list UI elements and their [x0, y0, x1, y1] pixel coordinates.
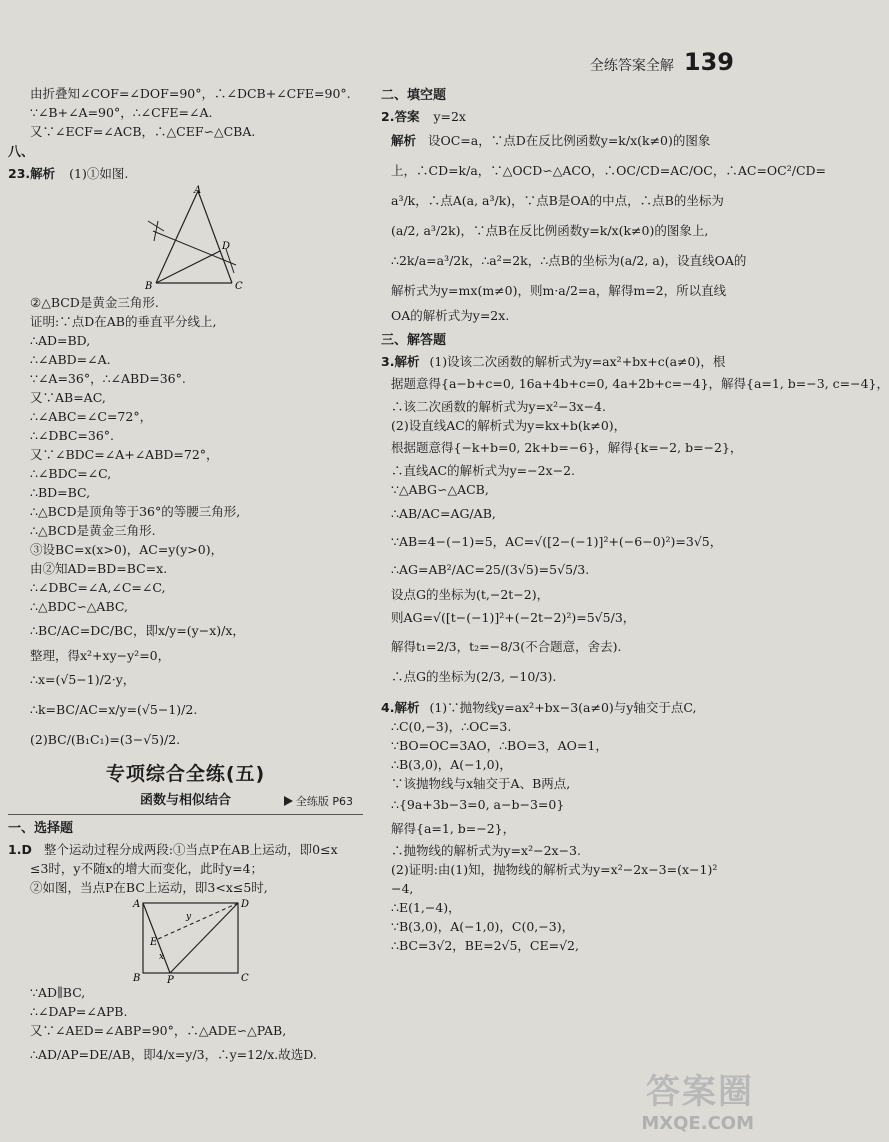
section-sub-title: 函数与相似结合 [139, 793, 231, 808]
text-line: ②如图，当点P在BC上运动，即3<x≤5时, [30, 880, 268, 895]
text-line: 又∵∠AED=∠ABP=90°，∴△ADE∽△PAB, [30, 1023, 287, 1038]
watermark [641, 1064, 754, 1134]
text-line: 解得{a=1, b=−2}， [391, 821, 516, 836]
label-d: D [222, 241, 231, 252]
label-y: y [186, 912, 192, 922]
text-line: ∴∠DAP=∠APB. [30, 1004, 128, 1019]
text-line: ②△BCD是黄金三角形. [30, 295, 159, 310]
rectangle-figure [8, 897, 363, 986]
section-heading: 三、解答题 [381, 333, 447, 348]
section-heading: 八、 [8, 145, 35, 160]
reference-note [284, 792, 353, 811]
reference-text: 全练版 P63 [295, 795, 353, 808]
text-line: 由折叠知∠COF=∠DOF=90°，∴∠DCB+∠CFE=90°. [30, 86, 351, 101]
text-line: 证明:∵点D在AB的垂直平分线上, [30, 314, 217, 329]
text-line: ∴BD=BC, [30, 485, 91, 500]
label-d: D [241, 899, 250, 910]
text-line: ∴AG=AB²/AC=25/(3√5)=5√5/3. [391, 562, 590, 577]
text-line: 则AG=√([t−(−1)]²+(−2t−2)²)=5√5/3， [391, 610, 636, 625]
text-line: ∴该二次函数的解析式为y=x²−3x−4. [391, 399, 606, 414]
page-number: 139 [683, 48, 734, 76]
text-line: a³/k，∴点A(a, a³/k)，∵点B是OA的中点，∴点B的坐标为 [391, 193, 724, 208]
label-b: B [133, 973, 141, 984]
label-p: P [167, 975, 174, 986]
triangle-figure [8, 183, 363, 293]
text-line: ∴∠DBC=∠A,∠C=∠C, [30, 580, 166, 595]
text-line: (2)BC/(B₁C₁)=(3−√5)/2. [30, 732, 181, 747]
text-line: ≤3时，y不随x的增大而变化，此时y=4； [30, 861, 264, 876]
text-line: ∴∠BDC=∠C, [30, 466, 112, 481]
text-line: ∴B(3,0)，A(−1,0)， [391, 757, 512, 772]
text-line: (1)①如图. [69, 166, 129, 181]
divider [8, 814, 363, 815]
text-line: ∵AD∥BC, [30, 985, 86, 1000]
right-column [381, 84, 889, 955]
text-line: OA的解析式为y=2x. [391, 308, 510, 323]
label-c: C [235, 281, 243, 292]
label-b: B [145, 281, 153, 292]
text-line: ∴△BDC∽△ABC, [30, 599, 128, 614]
text-line: ∴x=(√5−1)/2·y， [30, 672, 136, 687]
text-line: ∴点G的坐标为(2/3, −10/3). [391, 669, 557, 684]
text-line: ∴∠ABD=∠A. [30, 352, 111, 367]
watermark-url: MXQE.COM [641, 1113, 754, 1134]
text-line: ∴△BCD是顶角等于36°的等腰三角形, [30, 504, 241, 519]
text-line: 据题意得{a−b+c=0, 16a+4b+c=0, 4a+2b+c=−4}，解得{a=1, b=−3, c=−4}， [391, 376, 889, 391]
text-line: 又∵∠ECF=∠ACB，∴△CEF∽△CBA. [30, 124, 256, 139]
watermark-logo-text: 答案圈 [646, 1072, 754, 1112]
analysis-label: 解析 [391, 133, 417, 148]
text-line: (a/2, a³/2k)，∵点B在反比例函数y=k/x(k≠0)的图象上, [391, 223, 709, 238]
label-x: x [159, 952, 165, 962]
text-line: 由②知AD=BD=BC=x. [30, 561, 168, 576]
text-line: 解得t₁=2/3，t₂=−8/3(不合题意，舍去). [391, 639, 622, 654]
label-c: C [241, 973, 249, 984]
text-line: ∴AB/AC=AG/AB, [391, 506, 496, 521]
text-line: ③设BC=x(x>0)，AC=y(y>0)， [30, 542, 224, 557]
question-number: 4.解析 [381, 700, 420, 715]
header-title: 全练答案全解 [589, 58, 674, 74]
text-line: (2)证明:由(1)知，抛物线的解析式为y=x²−2x−3=(x−1)² [391, 862, 718, 877]
text-line: 根据题意得{−k+b=0, 2k+b=−6}，解得{k=−2, b=−2}， [391, 440, 743, 455]
text-line: 设OC=a，∵点D在反比例函数y=k/x(k≠0)的图象 [428, 133, 711, 148]
text-line: ∴抛物线的解析式为y=x²−2x−3. [391, 843, 581, 858]
page-header [590, 48, 734, 76]
text-line: ∴∠ABC=∠C=72°， [30, 409, 153, 424]
text-line: 又∵AB=AC, [30, 390, 106, 405]
label-a: A [194, 185, 202, 196]
question-number: 3.解析 [381, 354, 420, 369]
text-line: ∵B(3,0)，A(−1,0)，C(0,−3)， [391, 919, 575, 934]
text-line: ∴BC/AC=DC/BC，即x/y=(y−x)/x， [30, 623, 245, 638]
text-line: ∴直线AC的解析式为y=−2x−2. [391, 463, 576, 478]
text-line: 整理，得x²+xy−y²=0， [30, 648, 171, 663]
text-line: 设点G的坐标为(t,−2t−2)， [391, 587, 550, 602]
text-line: 整个运动过程分成两段:①当点P在AB上运动，即0≤x [43, 842, 338, 857]
text-line: (1)设该二次函数的解析式为y=ax²+bx+c(a≠0)，根 [429, 354, 726, 369]
label-e: E [150, 937, 158, 948]
question-number: 1.D [8, 842, 32, 857]
text-line: ∵该抛物线与x轴交于A、B两点, [391, 776, 571, 791]
text-line: −4, [391, 881, 414, 896]
text-line: ∵AB=4−(−1)=5，AC=√([2−(−1)]²+(−6−0)²)=3√5， [391, 534, 723, 549]
text-line: ∴AD=BD, [30, 333, 91, 348]
text-line: ∵∠A=36°，∴∠ABD=36°. [30, 371, 186, 386]
text-line: 解析式为y=mx(m≠0)，则m·a/2=a，解得m=2，所以直线 [391, 283, 727, 298]
text-line: ∵BO=OC=3AO，∴BO=3，AO=1， [391, 738, 608, 753]
text-line: 上，∴CD=k/a，∵△OCD∽△ACO，∴OC/CD=AC/OC，∴AC=OC²/CD= [391, 163, 827, 178]
text-line: ∴2k/a=a³/2k，∴a²=2k，∴点B的坐标为(a/2, a)，设直线OA的 [391, 253, 747, 268]
question-number: 2.答案 [381, 109, 420, 124]
section-heading: 一、选择题 [8, 821, 74, 836]
arrow-icon [284, 796, 293, 806]
answer-text: y=2x [433, 109, 466, 124]
text-line: ∴BC=3√2，BE=2√5，CE=√2, [391, 938, 579, 953]
question-number: 23.解析 [8, 166, 56, 181]
text-line: ∵△ABG∽△ACB, [391, 482, 489, 497]
text-line: ∴C(0,−3)，∴OC=3. [391, 719, 512, 734]
text-line: (1)∵抛物线y=ax²+bx−3(a≠0)与y轴交于点C, [429, 700, 697, 715]
text-line: ∵∠B+∠A=90°，∴∠CFE=∠A. [30, 105, 213, 120]
text-line: ∴AD/AP=DE/AB，即4/x=y/3，∴y=12/x.故选D. [30, 1047, 317, 1062]
section-heading: 二、填空题 [381, 88, 447, 103]
text-line: ∴E(1,−4)， [391, 900, 461, 915]
text-line: ∴△BCD是黄金三角形. [30, 523, 156, 538]
section-main-title: 专项综合全练(五) [105, 763, 266, 785]
text-line: ∴{9a+3b−3=0, a−b−3=0} [391, 797, 565, 812]
left-column [8, 84, 363, 1070]
text-line: ∴k=BC/AC=x/y=(√5−1)/2. [30, 702, 198, 717]
label-a: A [133, 899, 141, 910]
text-line: (2)设直线AC的解析式为y=kx+b(k≠0)， [391, 418, 627, 433]
text-line: ∴∠DBC=36°. [30, 428, 115, 443]
text-line: 又∵∠BDC=∠A+∠ABD=72°， [30, 447, 219, 462]
